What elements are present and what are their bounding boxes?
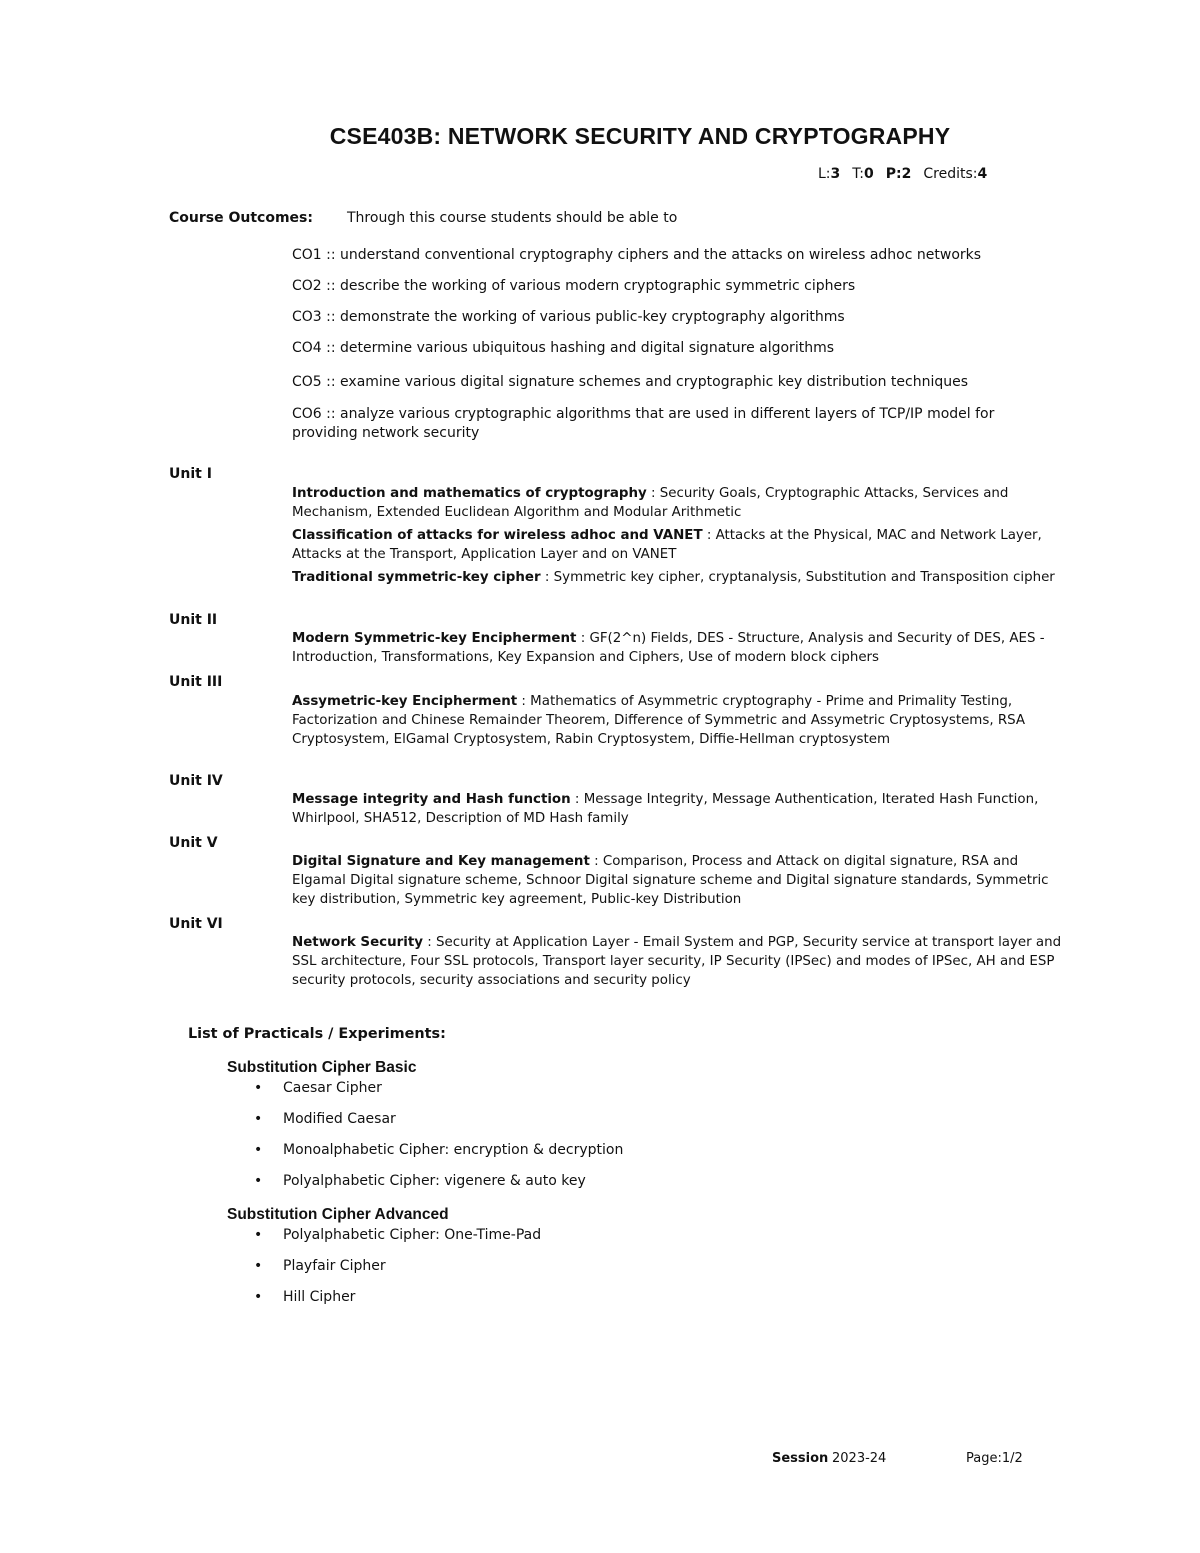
bullet-icon: • [254, 1173, 263, 1189]
unit-label: Unit I [169, 466, 212, 482]
unit-topic [292, 568, 1062, 587]
topic-title: Introduction and mathematics of cryptography [292, 486, 647, 501]
topic-title: Digital Signature and Key management [292, 854, 590, 869]
practical-item: Monoalphabetic Cipher: encryption & decryption [283, 1142, 624, 1158]
course-outcomes-intro: Through this course students should be able to [347, 210, 678, 226]
practical-value: 2 [901, 166, 912, 182]
course-outcome-item: CO5 :: examine various digital signature schemes and cryptographic key distribution techniques [292, 374, 969, 390]
unit-body [292, 692, 1062, 753]
practicals-title: List of Practicals / Experiments: [188, 1026, 446, 1042]
bullet-icon: • [254, 1258, 263, 1274]
bullet-icon: • [254, 1080, 263, 1096]
footer-session-label: Session [772, 1451, 829, 1466]
course-outcome-item: CO3 :: demonstrate the working of various public-key cryptography algorithms [292, 309, 845, 325]
unit-topic [292, 933, 1062, 990]
unit-body [292, 852, 1062, 913]
course-outcome-item: CO1 :: understand conventional cryptography ciphers and the attacks on wireless adhoc networks [292, 247, 982, 263]
unit-topic [292, 484, 1062, 522]
credits-value: 4 [977, 166, 988, 182]
practical-section-title: Substitution Cipher Advanced [227, 1206, 449, 1223]
unit-topic [292, 629, 1062, 667]
bullet-icon: • [254, 1111, 263, 1127]
topic-text: : Attacks at the Physical, MAC and Network Layer, Attacks at the Transport, Application Layer and on VANET [292, 528, 1042, 562]
unit-topic [292, 526, 1062, 564]
practical-item: Caesar Cipher [283, 1080, 382, 1096]
topic-title: Classification of attacks for wireless adhoc and VANET [292, 528, 703, 543]
unit-topic [292, 692, 1062, 749]
course-outcome-item: CO2 :: describe the working of various modern cryptographic symmetric ciphers [292, 278, 856, 294]
topic-text: : Message Integrity, Message Authentication, Iterated Hash Function, Whirlpool, SHA512, Description of MD Hash family [292, 792, 1039, 826]
topic-text: : Comparison, Process and Attack on digital signature, RSA and Elgamal Digital signature scheme, Schnoor Digital signature scheme and Digital signature standards, Symmetric key distribution, Symmetric key agreement, Public-key Distribution [292, 854, 1049, 907]
practical-item: Polyalphabetic Cipher: One-Time-Pad [283, 1227, 542, 1243]
topic-text: : Mathematics of Asymmetric cryptography - Prime and Primality Testing, Factorization and Chinese Remainder Theorem, Difference of Symmetric and Assymetric Cryptosystems, RSA Cryptosystem, ElGamal Cryptosystem, Rabin Cryptosystem, Diffie-Hellman cryptosystem [292, 694, 1026, 747]
tutorial-label: T: [852, 166, 865, 182]
topic-title: Assymetric-key Encipherment [292, 694, 518, 709]
unit-label: Unit II [169, 612, 218, 628]
footer-session-year: 2023-24 [832, 1451, 887, 1466]
footer-page-number: Page:1/2 [966, 1451, 1023, 1466]
topic-title: Traditional symmetric-key cipher [292, 570, 541, 585]
lecture-value: 3 [830, 166, 841, 182]
topic-text: : Security Goals, Cryptographic Attacks, Services and Mechanism, Extended Euclidean Algorithm and Modular Arithmetic [292, 486, 1009, 520]
unit-body [292, 629, 1062, 671]
practical-item: Modified Caesar [283, 1111, 396, 1127]
credits-line [818, 166, 987, 182]
bullet-icon: • [254, 1142, 263, 1158]
practical-item: Playfair Cipher [283, 1258, 386, 1274]
practical-label: P: [885, 166, 902, 182]
lecture-label: L: [818, 166, 831, 182]
unit-body [292, 484, 1062, 591]
topic-text: : Security at Application Layer - Email System and PGP, Security service at transport layer and SSL architecture, Four SSL protocols, Transport layer security, IP Security (IPSec) and modes of IPSec, AH and ESP security protocols, security associations and security policy [292, 935, 1062, 988]
course-outcomes-label: Course Outcomes: [169, 210, 313, 226]
unit-topic [292, 790, 1062, 828]
course-outcome-item: CO4 :: determine various ubiquitous hashing and digital signature algorithms [292, 340, 835, 356]
page-title: CSE403B: NETWORK SECURITY AND CRYPTOGRAPHY [329, 123, 951, 149]
topic-title: Message integrity and Hash function [292, 792, 571, 807]
unit-body [292, 790, 1062, 832]
topic-title: Network Security [292, 935, 423, 950]
unit-topic [292, 852, 1062, 909]
topic-text: : GF(2^n) Fields, DES - Structure, Analysis and Security of DES, AES - Introduction, Transformations, Key Expansion and Ciphers, Use of modern block ciphers [292, 631, 1045, 665]
course-outcome-item: CO6 :: analyze various cryptographic algorithms that are used in different layers of TCP/IP model for providing network security [292, 406, 995, 441]
practical-section-title: Substitution Cipher Basic [227, 1059, 417, 1076]
unit-label: Unit IV [169, 773, 223, 789]
topic-title: Modern Symmetric-key Encipherment [292, 631, 577, 646]
bullet-icon: • [254, 1289, 263, 1305]
unit-label: Unit III [169, 674, 223, 690]
practical-item: Hill Cipher [283, 1289, 356, 1305]
credits-label: Credits: [923, 166, 978, 182]
unit-label: Unit V [169, 835, 218, 851]
practical-item: Polyalphabetic Cipher: vigenere & auto key [283, 1173, 586, 1189]
unit-label: Unit VI [169, 916, 223, 932]
topic-text: : Symmetric key cipher, cryptanalysis, Substitution and Transposition cipher [540, 570, 1055, 585]
tutorial-value: 0 [864, 166, 874, 182]
bullet-icon: • [254, 1227, 263, 1243]
unit-body [292, 933, 1062, 994]
